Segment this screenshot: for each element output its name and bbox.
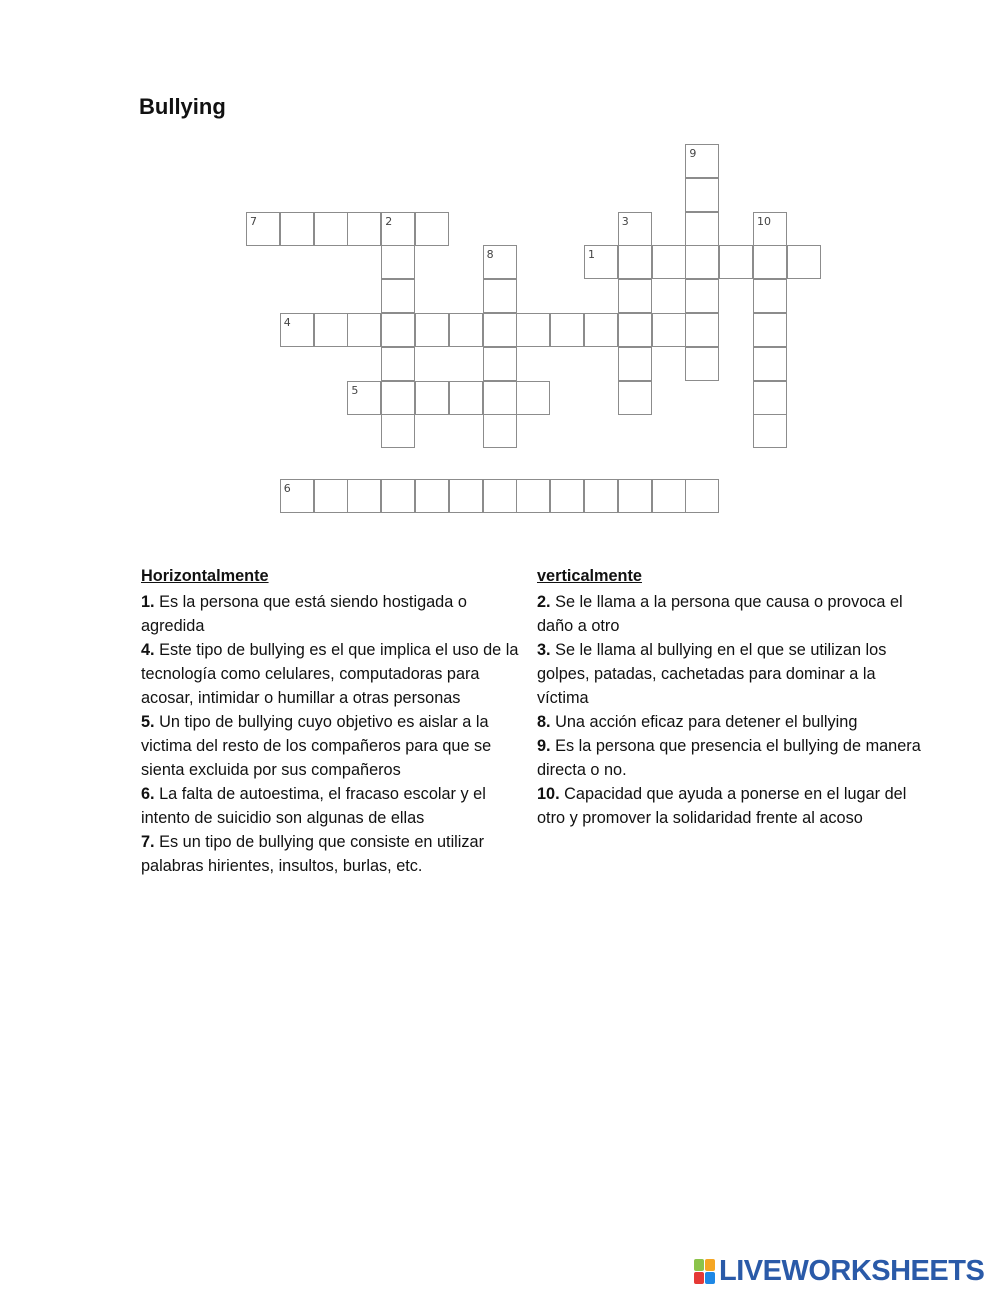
crossword-cell[interactable] (347, 313, 381, 347)
clue-number: 9 (689, 147, 697, 160)
logo-icon-square (705, 1259, 715, 1271)
crossword-cell[interactable] (685, 313, 719, 347)
crossword-cell[interactable] (618, 245, 652, 279)
clue-number-label: 9. (537, 737, 551, 755)
clue-text: Es un tipo de bullying que consiste en utilizar palabras hirientes, insultos, burlas, etc. (141, 833, 485, 875)
down-clue (537, 638, 927, 710)
crossword-cell[interactable] (584, 479, 618, 513)
crossword-cell-5[interactable] (347, 381, 381, 415)
crossword-cell[interactable] (415, 313, 449, 347)
crossword-cell[interactable] (449, 381, 483, 415)
page-title: Bullying (139, 94, 226, 119)
clue-text: Capacidad que ayuda a ponerse en el lugar del otro y promover la solidaridad frente al acoso (537, 785, 907, 827)
crossword-cell[interactable] (685, 479, 719, 513)
crossword-cell[interactable] (719, 245, 753, 279)
crossword-cell[interactable] (483, 381, 517, 415)
across-clue-list (141, 590, 533, 878)
clue-number: 8 (486, 248, 494, 262)
crossword-cell-6[interactable] (280, 479, 314, 513)
crossword-cell[interactable] (347, 212, 381, 246)
clue-text: Se le llama a la persona que causa o provoca el daño a otro (537, 593, 903, 635)
clue-number: 1 (588, 248, 595, 262)
clue-number: 5 (351, 383, 359, 397)
crossword-cell[interactable] (753, 313, 787, 347)
liveworksheets-logo (694, 1255, 984, 1288)
crossword-cell[interactable] (618, 381, 652, 415)
crossword-cell[interactable] (415, 381, 449, 415)
crossword-cell[interactable] (753, 381, 787, 415)
clue-number-label: 7. (141, 833, 155, 851)
down-clue (537, 782, 927, 830)
clue-number: 4 (283, 316, 291, 329)
crossword-cell[interactable] (381, 381, 415, 415)
crossword-cell-10[interactable] (753, 212, 787, 246)
crossword-cell[interactable] (550, 313, 584, 347)
clue-number-label: 6. (141, 785, 155, 803)
clue-number: 7 (250, 214, 257, 228)
crossword-cell[interactable] (483, 414, 517, 448)
clue-text: Una acción eficaz para detener el bullying (550, 713, 858, 731)
logo-icon-square (694, 1259, 704, 1271)
crossword-cell[interactable] (618, 313, 652, 347)
crossword-cell[interactable] (685, 212, 719, 246)
crossword-cell-9[interactable] (685, 144, 719, 178)
crossword-cell[interactable] (652, 245, 686, 279)
clue-text: Es la persona que presencia el bullying de manera directa o no. (537, 737, 921, 779)
clue-text: Este tipo de bullying es el que implica el uso de la tecnología como celulares, computadoras para acosar, intimidar o humillar a otras personas (141, 641, 519, 707)
across-heading: Horizontalmente (141, 567, 269, 585)
crossword-cell[interactable] (314, 212, 348, 246)
clue-number-label: 8. (537, 713, 551, 731)
crossword-cell-2[interactable] (381, 212, 415, 246)
clue-number-label: 5. (141, 713, 155, 731)
logo-text: LIVEWORKSHEETS (719, 1255, 985, 1287)
across-clues (141, 564, 533, 878)
crossword-cell[interactable] (550, 479, 584, 513)
clue-number-label: 2. (537, 593, 551, 611)
clue-number: 3 (621, 214, 629, 228)
crossword-cell[interactable] (685, 245, 719, 279)
crossword-cell[interactable] (618, 479, 652, 513)
down-clue (537, 710, 927, 734)
crossword-cell[interactable] (449, 313, 483, 347)
crossword-cell[interactable] (685, 347, 719, 381)
crossword-cell-8[interactable] (483, 245, 517, 279)
clue-text: Se le llama al bullying en el que se utilizan los golpes, patadas, cachetadas para dominar a la víctima (537, 641, 887, 707)
down-clue (537, 734, 927, 782)
clue-number: 10 (757, 214, 771, 228)
down-clue-list (537, 590, 927, 830)
across-clue (141, 830, 533, 878)
crossword-grid (0, 0, 1000, 560)
logo-icon-square (694, 1272, 704, 1284)
crossword-cell[interactable] (415, 479, 449, 513)
across-clue (141, 590, 533, 638)
crossword-cell[interactable] (314, 313, 348, 347)
logo-icon-square (705, 1272, 715, 1284)
crossword-cell-1[interactable] (584, 245, 618, 279)
crossword-cell[interactable] (381, 347, 415, 381)
crossword-cell[interactable] (584, 313, 618, 347)
crossword-cell-4[interactable] (280, 313, 314, 347)
crossword-cell[interactable] (449, 479, 483, 513)
crossword-cell[interactable] (381, 279, 415, 313)
crossword-cell[interactable] (415, 212, 449, 246)
crossword-cell[interactable] (652, 479, 686, 513)
clue-number-label: 1. (141, 593, 155, 611)
crossword-cell[interactable] (652, 313, 686, 347)
across-clue (141, 710, 533, 782)
crossword-cell[interactable] (381, 479, 415, 513)
crossword-cell-7[interactable] (246, 212, 280, 246)
crossword-cell[interactable] (516, 381, 550, 415)
crossword-cell[interactable] (381, 245, 415, 279)
crossword-cell[interactable] (685, 279, 719, 313)
crossword-cell[interactable] (787, 245, 821, 279)
crossword-cell[interactable] (280, 212, 314, 246)
clue-text: Un tipo de bullying cuyo objetivo es aislar a la victima del resto de los compañeros para que se sienta excluida por sus compañeros (141, 713, 492, 779)
crossword-cell[interactable] (381, 414, 415, 448)
clue-number-label: 3. (537, 641, 551, 659)
crossword-cell[interactable] (483, 479, 517, 513)
crossword-cell-3[interactable] (618, 212, 652, 246)
logo-icon (694, 1259, 715, 1284)
crossword-cell[interactable] (483, 347, 517, 381)
down-clue (537, 590, 927, 638)
down-clues (537, 564, 927, 830)
crossword-cell[interactable] (753, 347, 787, 381)
clue-text: Es la persona que está siendo hostigada o agredida (141, 593, 467, 635)
crossword-cell[interactable] (685, 178, 719, 212)
clue-number-label: 4. (141, 641, 155, 659)
crossword-cell[interactable] (347, 479, 381, 513)
clue-text: La falta de autoestima, el fracaso escolar y el intento de suicidio son algunas de ellas (141, 785, 486, 827)
across-clue (141, 782, 533, 830)
crossword-cell[interactable] (618, 279, 652, 313)
crossword-cell[interactable] (483, 313, 517, 347)
crossword-cell[interactable] (516, 479, 550, 513)
crossword-cell[interactable] (516, 313, 550, 347)
clue-number: 2 (385, 214, 393, 228)
crossword-cell[interactable] (483, 279, 517, 313)
clue-number: 6 (283, 482, 291, 495)
crossword-cell[interactable] (314, 479, 348, 513)
crossword-cell[interactable] (753, 414, 787, 448)
clue-number-label: 10. (537, 785, 560, 803)
crossword-cell[interactable] (381, 313, 415, 347)
down-heading: verticalmente (537, 567, 642, 585)
crossword-cell[interactable] (753, 279, 787, 313)
crossword-cell[interactable] (753, 245, 787, 279)
crossword-cell[interactable] (618, 347, 652, 381)
across-clue (141, 638, 533, 710)
